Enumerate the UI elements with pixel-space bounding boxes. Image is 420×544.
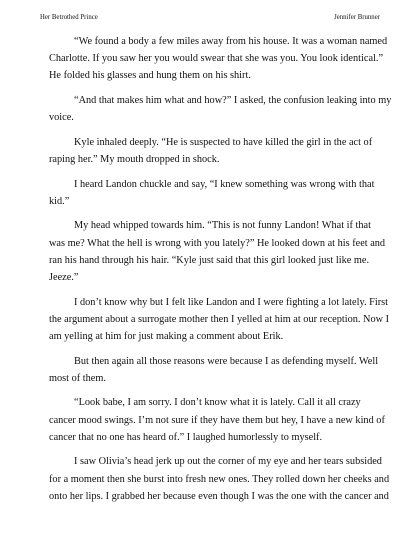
- text-line: the argument about a surrogate mother then I yelled at him at our reception. Now I: [49, 313, 390, 325]
- text-line: “And that makes him what and how?” I asked, the confusion leaking into my: [74, 95, 392, 106]
- text-line: I don’t know why but I felt like Landon and I were fighting a lot lately. First: [74, 296, 388, 308]
- text-line: Jeeze.”: [49, 272, 79, 283]
- paragraph: [49, 353, 379, 387]
- text-line: “We found a body a few miles away from his house. It was a woman named: [74, 36, 388, 47]
- text-line: I heard Landon chuckle and say, “I knew something was wrong with that: [74, 178, 375, 190]
- text-line: Kyle inhaled deeply. “He is suspected to have killed the girl in the act of: [74, 136, 373, 148]
- paragraph: [49, 92, 392, 126]
- text-line: Charlotte. If you saw her you would swear that she was you. You look identical.”: [49, 53, 384, 65]
- paragraph: [49, 33, 388, 85]
- running-header: [40, 13, 380, 23]
- text-line: am yelling at him for just making a comment about Erik.: [49, 331, 284, 342]
- text-line: He folded his glasses and hung them on his shirt.: [49, 70, 251, 82]
- text-line: kid.”: [49, 195, 70, 207]
- text-line: cancer mood swings. I’m not sure if they have them but hey, I have a new kind of: [49, 414, 385, 426]
- paragraph: [49, 134, 375, 168]
- book-title: Her Betrothed Prince: [40, 14, 98, 21]
- author-name: Jennifer Brunner: [334, 14, 380, 21]
- paragraph: [49, 453, 390, 505]
- paragraph: [49, 294, 390, 346]
- text-line: onto her lips. I grabbed her because even though I was the one with the cancer and: [49, 490, 389, 502]
- paragraph: [49, 394, 385, 446]
- text-line: raping her.” My mouth dropped in shock.: [49, 154, 220, 165]
- text-line: “Look babe, I am sorry. I don’t know what it is lately. Call it all crazy: [74, 397, 361, 409]
- text-line: My head whipped towards him. “This is not funny Landon! What if that: [74, 220, 371, 232]
- text-line: But then again all those reasons were because I as defending myself. Well: [74, 355, 379, 367]
- text-line: ran his hand through his hair. “Kyle just said that this girl looked just like me.: [49, 254, 370, 266]
- text-line: I saw Olivia’s head jerk up out the corner of my eye and her tears subsided: [74, 456, 382, 468]
- text-line: cancer that no one has heard of.” I laughed humorlessly to myself.: [49, 431, 323, 443]
- text-line: most of them.: [49, 372, 106, 384]
- paragraph: [49, 217, 386, 286]
- text-line: was me? What the hell is wrong with you lately?” He looked down at his feet and: [49, 237, 386, 249]
- body-text: [49, 33, 392, 512]
- text-line: for a moment then she burst into fresh new ones. They rolled down her cheeks and: [49, 473, 390, 485]
- text-line: voice.: [49, 112, 74, 124]
- paragraph: [49, 176, 375, 210]
